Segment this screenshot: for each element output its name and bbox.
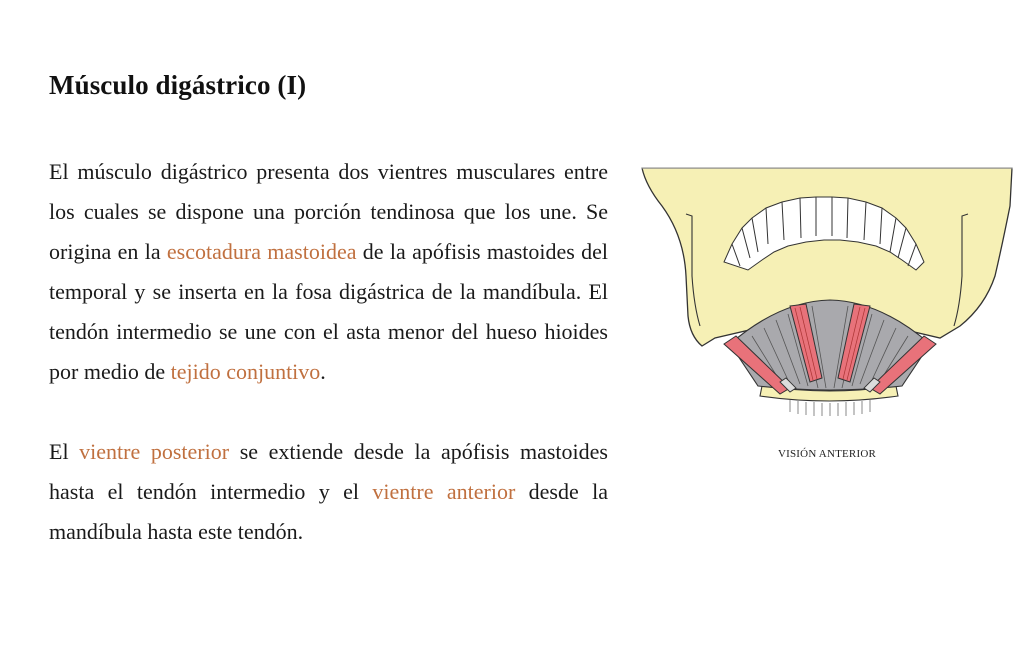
- paragraph-1-text-b: de la apófisis mastoides del temporal y se inserta en la fosa digástrica de la mandíbula. El tendón intermedio se une con el asta menor del hueso hioides por medio de: [49, 239, 608, 384]
- paragraph-2-text-a: El: [49, 439, 80, 464]
- trachea-lines: [790, 400, 870, 416]
- paragraph-1-text-c: .: [320, 359, 326, 384]
- link-vientre-anterior[interactable]: vientre anterior: [372, 479, 516, 504]
- page-title: Músculo digástrico (I): [49, 70, 307, 100]
- paragraph-1-text-a: El músculo digástrico presenta dos vientres musculares entre los cuales se dispone una porción tendinosa que los une. Se origina en la: [49, 159, 608, 264]
- anatomy-illustration: [640, 166, 1014, 466]
- figure-caption: VISIÓN ANTERIOR: [777, 448, 877, 460]
- paragraph-1: [49, 152, 608, 392]
- link-tejido-conjuntivo[interactable]: tejido conjuntivo: [170, 359, 321, 384]
- paragraph-2: [49, 432, 608, 552]
- mandible-anterior-view-svg: [640, 166, 1014, 446]
- paragraph-2-text-c: desde la mandíbula hasta este tendón.: [49, 479, 609, 544]
- body-text: [49, 152, 608, 552]
- link-escotadura-mastoidea[interactable]: escotadura mastoidea: [166, 239, 357, 264]
- top-fade: [640, 166, 1014, 196]
- link-vientre-posterior[interactable]: vientre posterior: [79, 439, 230, 464]
- paragraph-2-text-b: se extiende desde la apófisis mastoides hasta el tendón intermedio y el: [49, 439, 608, 504]
